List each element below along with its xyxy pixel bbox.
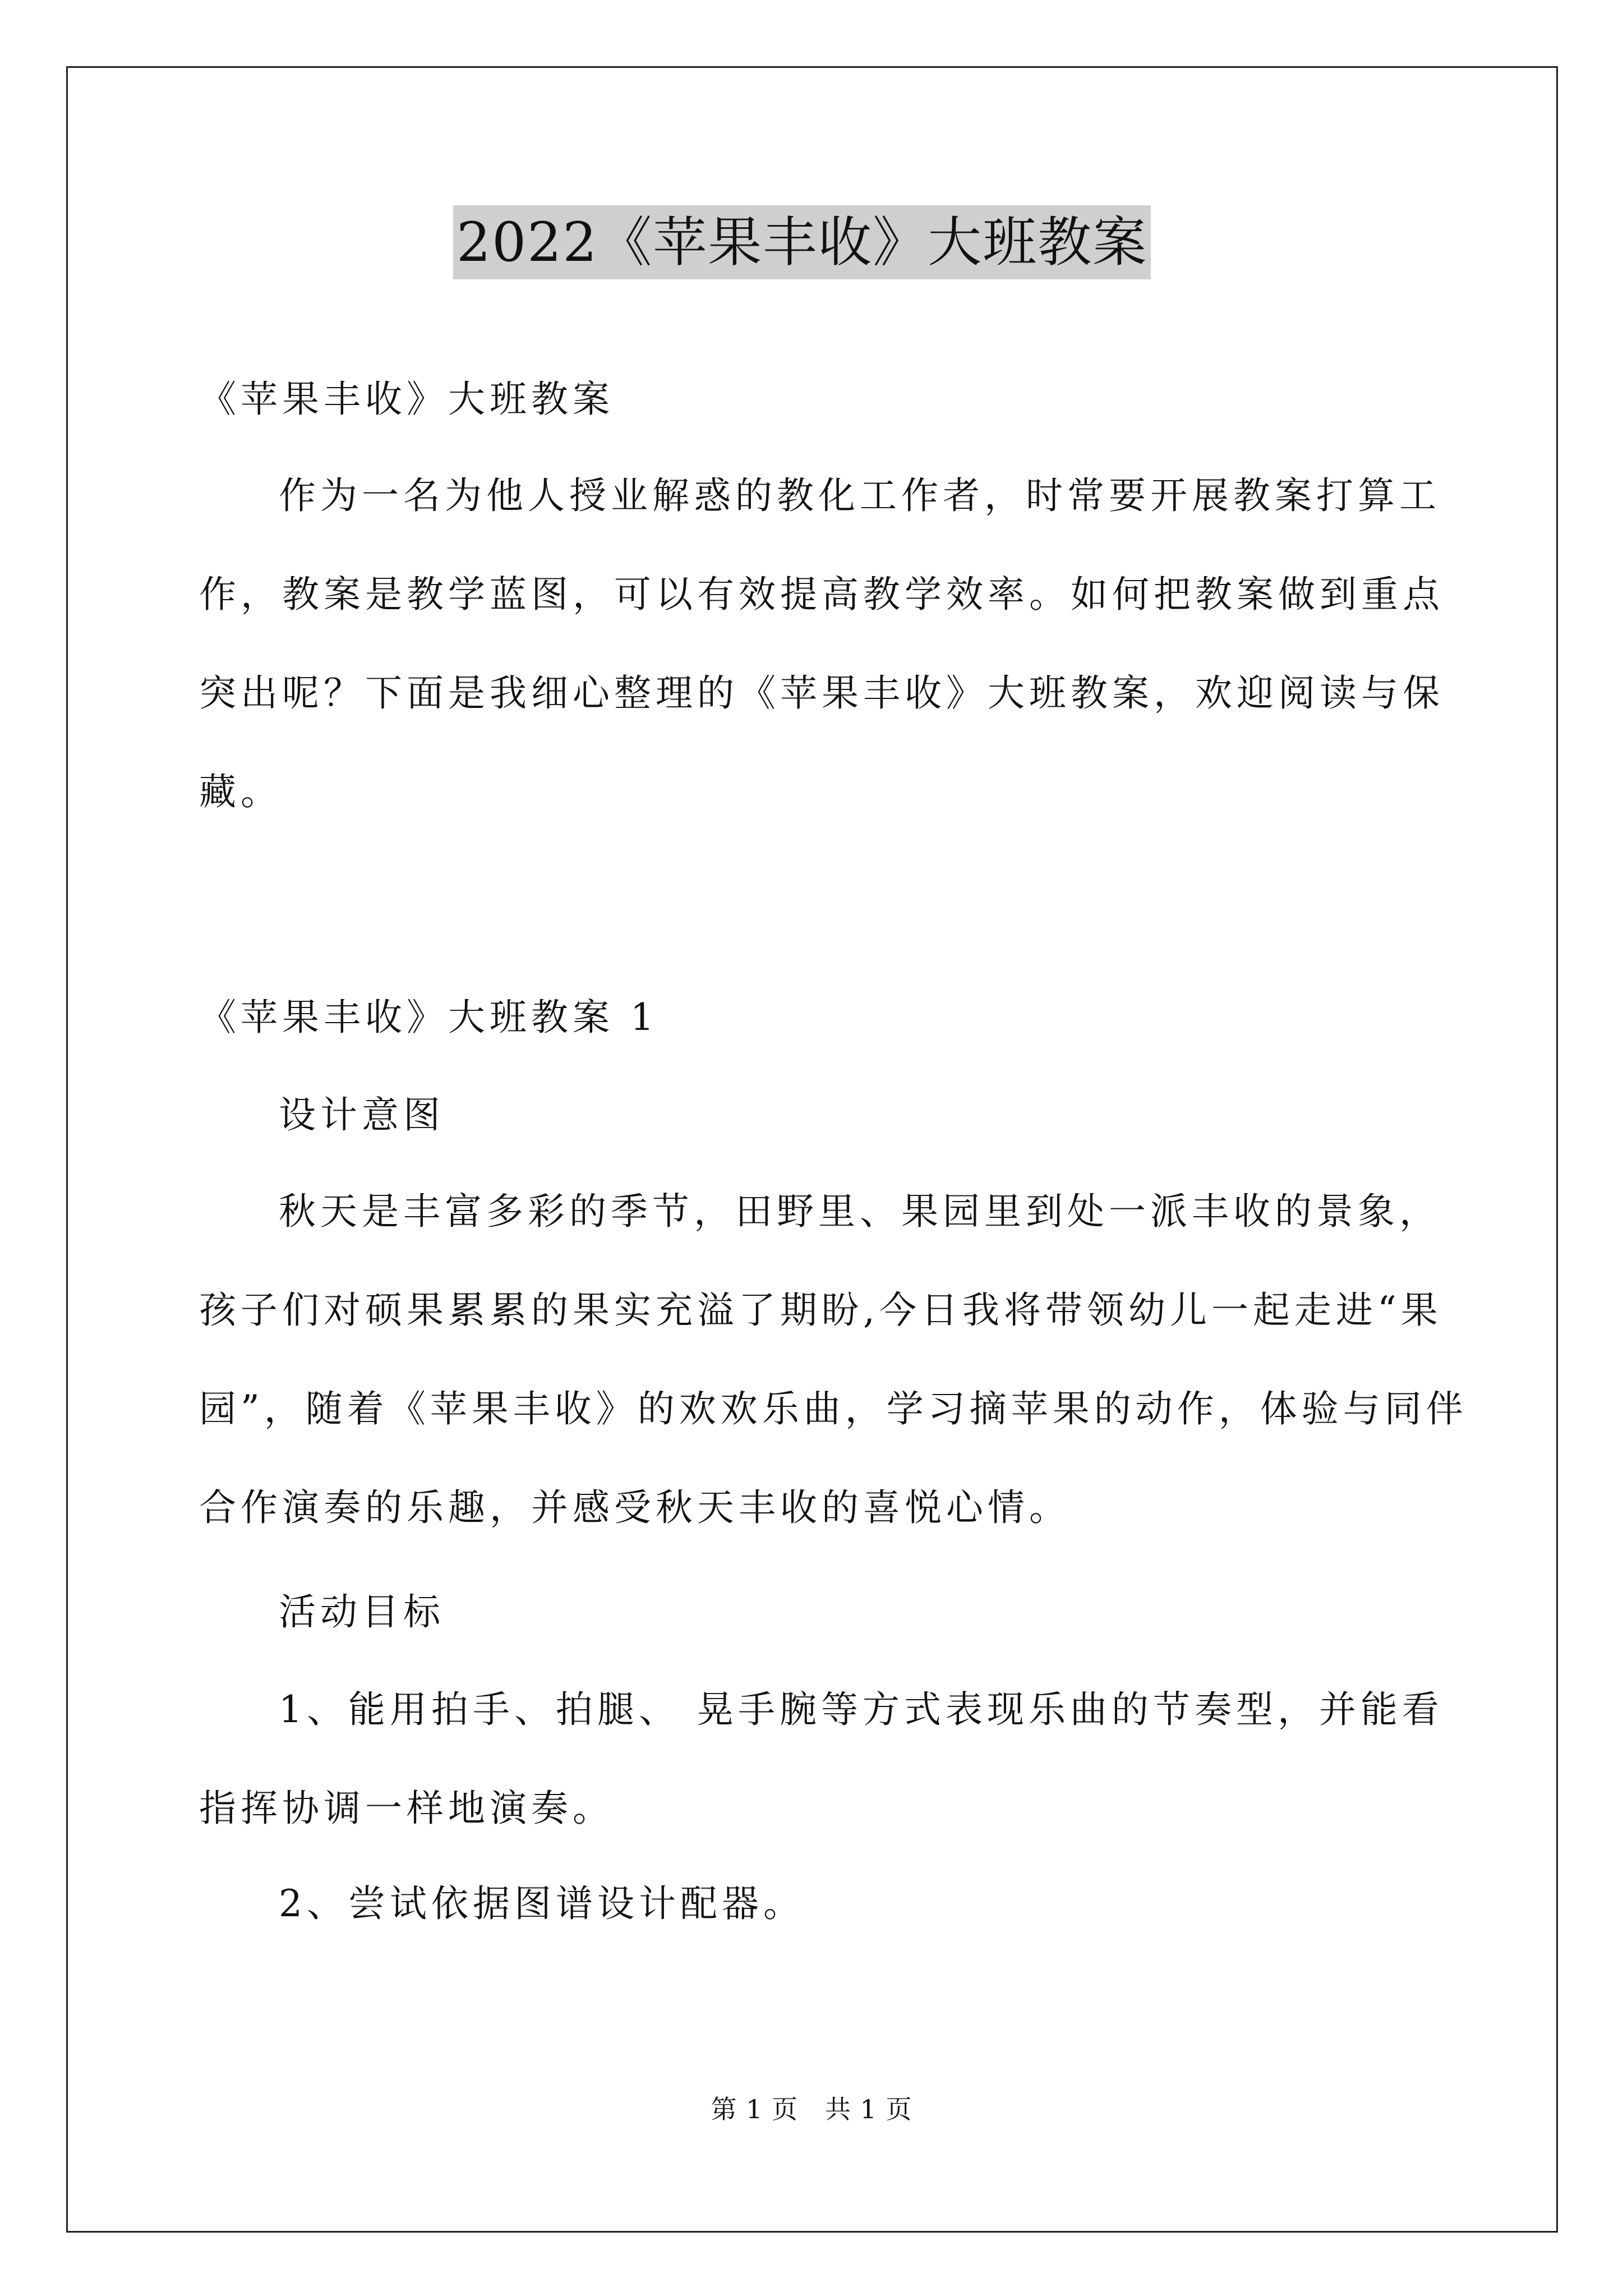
page-total: 共 1 页 <box>825 2094 912 2124</box>
goals-heading: 活动目标 <box>279 1590 445 1634</box>
section-heading: 《苹果丰收》大班教案 1 <box>199 996 658 1039</box>
design-line: 孩子们对硕果累累的果实充溢了期盼,今日我将带领幼儿一起走进“果 <box>199 1289 1442 1332</box>
intro-line: 藏。 <box>199 770 282 813</box>
goal-line: 指挥协调一样地演奏。 <box>199 1787 614 1830</box>
page-number: 第 1 页 <box>711 2094 798 2124</box>
goal-item-2: 2、尝试依据图谱设计配器。 <box>279 1882 805 1925</box>
intro-line: 作为一名为他人授业解惑的教化工作者，时常要开展教案打算工 <box>279 474 1441 517</box>
goal-line: 1、能用拍手、拍腿、 晃手腕等方式表现乐曲的节奏型，并能看 <box>279 1688 1444 1731</box>
intro-line: 作，教案是教学蓝图，可以有效提高教学效率。如何把教案做到重点 <box>199 573 1444 616</box>
page-footer <box>0 2092 1623 2126</box>
intro-paragraph <box>199 447 1444 841</box>
document-subtitle: 《苹果丰收》大班教案 <box>199 378 614 421</box>
design-line: 秋天是丰富多彩的季节，田野里、果园里到处一派丰收的景象， <box>279 1190 1441 1233</box>
design-line: 合作演奏的乐趣，并感受秋天丰收的喜悦心情。 <box>199 1486 1071 1529</box>
intro-line: 突出呢？下面是我细心整理的《苹果丰收》大班教案，欢迎阅读与保 <box>199 671 1444 715</box>
design-intent-heading: 设计意图 <box>279 1093 445 1137</box>
design-intent-paragraph <box>199 1162 1468 1557</box>
document-title: 2022《苹果丰收》大班教案 <box>453 205 1151 279</box>
design-line: 园”，随着《苹果丰收》的欢欢乐曲，学习摘苹果的动作，体验与同伴 <box>199 1387 1468 1430</box>
goal-item-1 <box>199 1660 1444 1858</box>
